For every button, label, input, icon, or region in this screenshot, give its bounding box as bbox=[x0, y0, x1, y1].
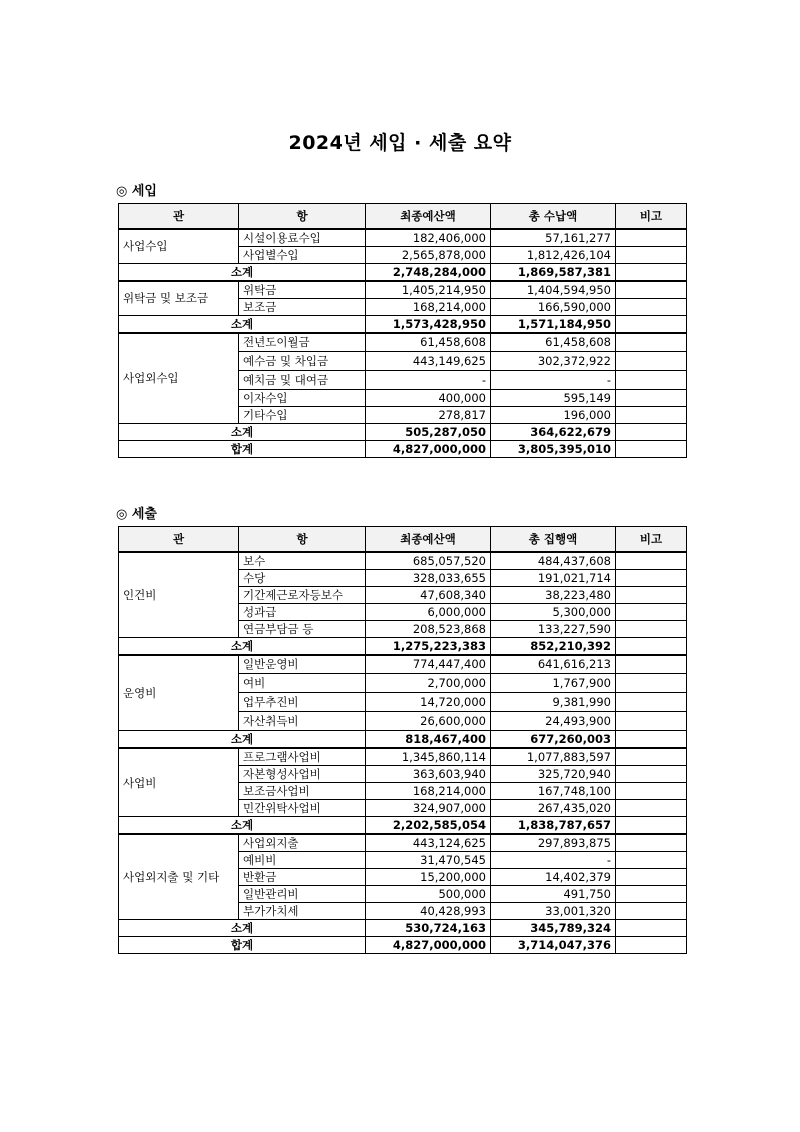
remark-cell bbox=[616, 569, 687, 586]
budget-cell: 2,700,000 bbox=[366, 674, 491, 693]
budget-cell: 278,817 bbox=[366, 407, 491, 424]
remark-cell bbox=[616, 800, 687, 817]
table-row bbox=[119, 229, 687, 247]
subtotal-actual: 364,622,679 bbox=[491, 424, 616, 441]
actual-cell: 166,590,000 bbox=[491, 298, 616, 315]
remark-cell bbox=[616, 390, 687, 407]
subtotal-budget: 530,724,163 bbox=[366, 920, 491, 937]
remark-cell bbox=[616, 281, 687, 299]
actual-cell: 491,750 bbox=[491, 886, 616, 903]
actual-cell: 33,001,320 bbox=[491, 903, 616, 920]
table-row bbox=[119, 655, 687, 674]
column-header: 최종예산액 bbox=[366, 527, 491, 552]
column-header: 항 bbox=[239, 527, 366, 552]
kwan-cell: 사업비 bbox=[119, 748, 239, 817]
actual-cell: 1,767,900 bbox=[491, 674, 616, 693]
actual-cell: - bbox=[491, 371, 616, 390]
budget-cell: 208,523,868 bbox=[366, 620, 491, 637]
actual-cell: 38,223,480 bbox=[491, 586, 616, 603]
remark-cell bbox=[616, 712, 687, 731]
actual-cell: 267,435,020 bbox=[491, 800, 616, 817]
actual-cell: 484,437,608 bbox=[491, 552, 616, 570]
hang-cell: 일반운영비 bbox=[239, 655, 366, 674]
table-header-row bbox=[119, 527, 687, 552]
total-label: 합계 bbox=[119, 441, 366, 458]
budget-cell: - bbox=[366, 371, 491, 390]
hang-cell: 기타수입 bbox=[239, 407, 366, 424]
subtotal-budget: 1,573,428,950 bbox=[366, 315, 491, 333]
remark-cell bbox=[616, 869, 687, 886]
actual-cell: 1,812,426,104 bbox=[491, 246, 616, 263]
kwan-cell: 인건비 bbox=[119, 552, 239, 638]
actual-cell: 57,161,277 bbox=[491, 229, 616, 247]
subtotal-actual: 1,838,787,657 bbox=[491, 817, 616, 835]
budget-cell: 363,603,940 bbox=[366, 766, 491, 783]
actual-cell: 61,458,608 bbox=[491, 333, 616, 352]
budget-cell: 774,447,400 bbox=[366, 655, 491, 674]
remark-cell bbox=[616, 352, 687, 371]
subtotal-actual: 677,260,003 bbox=[491, 731, 616, 749]
subtotal-label: 소계 bbox=[119, 817, 366, 835]
total-row bbox=[119, 441, 687, 458]
budget-cell: 14,720,000 bbox=[366, 693, 491, 712]
remark-cell bbox=[616, 886, 687, 903]
remark-cell bbox=[616, 603, 687, 620]
subtotal-label: 소계 bbox=[119, 637, 366, 655]
actual-cell: - bbox=[491, 852, 616, 869]
hang-cell: 자본형성사업비 bbox=[239, 766, 366, 783]
column-header: 관 bbox=[119, 204, 239, 229]
actual-cell: 191,021,714 bbox=[491, 569, 616, 586]
budget-cell: 2,565,878,000 bbox=[366, 246, 491, 263]
remark-cell bbox=[616, 852, 687, 869]
total-actual: 3,805,395,010 bbox=[491, 441, 616, 458]
remark-cell bbox=[616, 834, 687, 852]
remark-cell bbox=[616, 407, 687, 424]
remark-cell bbox=[616, 920, 687, 937]
budget-cell: 31,470,545 bbox=[366, 852, 491, 869]
remark-cell bbox=[616, 333, 687, 352]
total-row bbox=[119, 937, 687, 954]
remark-cell bbox=[616, 315, 687, 333]
subtotal-row bbox=[119, 424, 687, 441]
remark-cell bbox=[616, 674, 687, 693]
budget-cell: 40,428,993 bbox=[366, 903, 491, 920]
budget-cell: 182,406,000 bbox=[366, 229, 491, 247]
kwan-cell: 운영비 bbox=[119, 655, 239, 731]
remark-cell bbox=[616, 263, 687, 281]
remark-cell bbox=[616, 371, 687, 390]
expenditure-table bbox=[118, 526, 687, 954]
subtotal-budget: 2,748,284,000 bbox=[366, 263, 491, 281]
budget-cell: 400,000 bbox=[366, 390, 491, 407]
subtotal-label: 소계 bbox=[119, 731, 366, 749]
budget-cell: 15,200,000 bbox=[366, 869, 491, 886]
actual-cell: 641,616,213 bbox=[491, 655, 616, 674]
hang-cell: 수당 bbox=[239, 569, 366, 586]
hang-cell: 업무추진비 bbox=[239, 693, 366, 712]
budget-cell: 168,214,000 bbox=[366, 298, 491, 315]
subtotal-actual: 345,789,324 bbox=[491, 920, 616, 937]
remark-cell bbox=[616, 693, 687, 712]
actual-cell: 24,493,900 bbox=[491, 712, 616, 731]
total-actual: 3,714,047,376 bbox=[491, 937, 616, 954]
actual-cell: 325,720,940 bbox=[491, 766, 616, 783]
hang-cell: 이자수입 bbox=[239, 390, 366, 407]
budget-cell: 1,405,214,950 bbox=[366, 281, 491, 299]
hang-cell: 프로그램사업비 bbox=[239, 748, 366, 766]
remark-cell bbox=[616, 586, 687, 603]
remark-cell bbox=[616, 937, 687, 954]
remark-cell bbox=[616, 246, 687, 263]
budget-cell: 6,000,000 bbox=[366, 603, 491, 620]
actual-cell: 1,077,883,597 bbox=[491, 748, 616, 766]
hang-cell: 사업외지출 bbox=[239, 834, 366, 852]
subtotal-row bbox=[119, 263, 687, 281]
actual-cell: 196,000 bbox=[491, 407, 616, 424]
hang-cell: 보조금사업비 bbox=[239, 783, 366, 800]
remark-cell bbox=[616, 655, 687, 674]
revenue-section-label: ◎ 세입 bbox=[116, 184, 157, 199]
budget-cell: 61,458,608 bbox=[366, 333, 491, 352]
budget-cell: 328,033,655 bbox=[366, 569, 491, 586]
remark-cell bbox=[616, 731, 687, 749]
budget-cell: 443,124,625 bbox=[366, 834, 491, 852]
column-header: 최종예산액 bbox=[366, 204, 491, 229]
column-header: 비고 bbox=[616, 527, 687, 552]
remark-cell bbox=[616, 620, 687, 637]
hang-cell: 성과급 bbox=[239, 603, 366, 620]
subtotal-actual: 1,571,184,950 bbox=[491, 315, 616, 333]
remark-cell bbox=[616, 298, 687, 315]
remark-cell bbox=[616, 783, 687, 800]
budget-cell: 685,057,520 bbox=[366, 552, 491, 570]
hang-cell: 시설이용료수입 bbox=[239, 229, 366, 247]
column-header: 항 bbox=[239, 204, 366, 229]
hang-cell: 기간제근로자등보수 bbox=[239, 586, 366, 603]
hang-cell: 연금부담금 등 bbox=[239, 620, 366, 637]
remark-cell bbox=[616, 441, 687, 458]
hang-cell: 여비 bbox=[239, 674, 366, 693]
column-header: 관 bbox=[119, 527, 239, 552]
budget-cell: 500,000 bbox=[366, 886, 491, 903]
hang-cell: 일반관리비 bbox=[239, 886, 366, 903]
hang-cell: 예비비 bbox=[239, 852, 366, 869]
remark-cell bbox=[616, 424, 687, 441]
budget-cell: 47,608,340 bbox=[366, 586, 491, 603]
kwan-cell: 사업외지출 및 기타 bbox=[119, 834, 239, 920]
subtotal-budget: 2,202,585,054 bbox=[366, 817, 491, 835]
column-header: 비고 bbox=[616, 204, 687, 229]
hang-cell: 예수금 및 차입금 bbox=[239, 352, 366, 371]
subtotal-row bbox=[119, 637, 687, 655]
hang-cell: 사업별수입 bbox=[239, 246, 366, 263]
column-header: 총 수납액 bbox=[491, 204, 616, 229]
hang-cell: 예치금 및 대여금 bbox=[239, 371, 366, 390]
actual-cell: 9,381,990 bbox=[491, 693, 616, 712]
hang-cell: 민간위탁사업비 bbox=[239, 800, 366, 817]
hang-cell: 부가가치세 bbox=[239, 903, 366, 920]
hang-cell: 보수 bbox=[239, 552, 366, 570]
subtotal-budget: 505,287,050 bbox=[366, 424, 491, 441]
budget-cell: 324,907,000 bbox=[366, 800, 491, 817]
subtotal-label: 소계 bbox=[119, 424, 366, 441]
subtotal-row bbox=[119, 731, 687, 749]
remark-cell bbox=[616, 766, 687, 783]
budget-cell: 168,214,000 bbox=[366, 783, 491, 800]
kwan-cell: 위탁금 및 보조금 bbox=[119, 281, 239, 316]
budget-cell: 443,149,625 bbox=[366, 352, 491, 371]
actual-cell: 14,402,379 bbox=[491, 869, 616, 886]
kwan-cell: 사업외수입 bbox=[119, 333, 239, 424]
table-row bbox=[119, 552, 687, 570]
subtotal-row bbox=[119, 920, 687, 937]
remark-cell bbox=[616, 748, 687, 766]
budget-cell: 26,600,000 bbox=[366, 712, 491, 731]
subtotal-actual: 1,869,587,381 bbox=[491, 263, 616, 281]
table-row bbox=[119, 748, 687, 766]
expenditure-section-label: ◎ 세출 bbox=[116, 507, 157, 522]
hang-cell: 위탁금 bbox=[239, 281, 366, 299]
table-row bbox=[119, 333, 687, 352]
remark-cell bbox=[616, 903, 687, 920]
revenue-table bbox=[118, 203, 687, 458]
table-row bbox=[119, 281, 687, 299]
hang-cell: 자산취득비 bbox=[239, 712, 366, 731]
actual-cell: 133,227,590 bbox=[491, 620, 616, 637]
actual-cell: 1,404,594,950 bbox=[491, 281, 616, 299]
remark-cell bbox=[616, 637, 687, 655]
subtotal-label: 소계 bbox=[119, 920, 366, 937]
subtotal-budget: 818,467,400 bbox=[366, 731, 491, 749]
actual-cell: 302,372,922 bbox=[491, 352, 616, 371]
remark-cell bbox=[616, 552, 687, 570]
budget-cell: 1,345,860,114 bbox=[366, 748, 491, 766]
subtotal-actual: 852,210,392 bbox=[491, 637, 616, 655]
subtotal-budget: 1,275,223,383 bbox=[366, 637, 491, 655]
total-label: 합계 bbox=[119, 937, 366, 954]
hang-cell: 보조금 bbox=[239, 298, 366, 315]
subtotal-label: 소계 bbox=[119, 315, 366, 333]
actual-cell: 167,748,100 bbox=[491, 783, 616, 800]
total-budget: 4,827,000,000 bbox=[366, 441, 491, 458]
subtotal-label: 소계 bbox=[119, 263, 366, 281]
kwan-cell: 사업수입 bbox=[119, 229, 239, 264]
subtotal-row bbox=[119, 315, 687, 333]
remark-cell bbox=[616, 817, 687, 835]
total-budget: 4,827,000,000 bbox=[366, 937, 491, 954]
column-header: 총 집행액 bbox=[491, 527, 616, 552]
actual-cell: 297,893,875 bbox=[491, 834, 616, 852]
actual-cell: 5,300,000 bbox=[491, 603, 616, 620]
table-header-row bbox=[119, 204, 687, 229]
remark-cell bbox=[616, 229, 687, 247]
actual-cell: 595,149 bbox=[491, 390, 616, 407]
subtotal-row bbox=[119, 817, 687, 835]
hang-cell: 반환금 bbox=[239, 869, 366, 886]
hang-cell: 전년도이월금 bbox=[239, 333, 366, 352]
page-title: 2024년 세입 · 세출 요약 bbox=[288, 132, 512, 154]
table-row bbox=[119, 834, 687, 852]
